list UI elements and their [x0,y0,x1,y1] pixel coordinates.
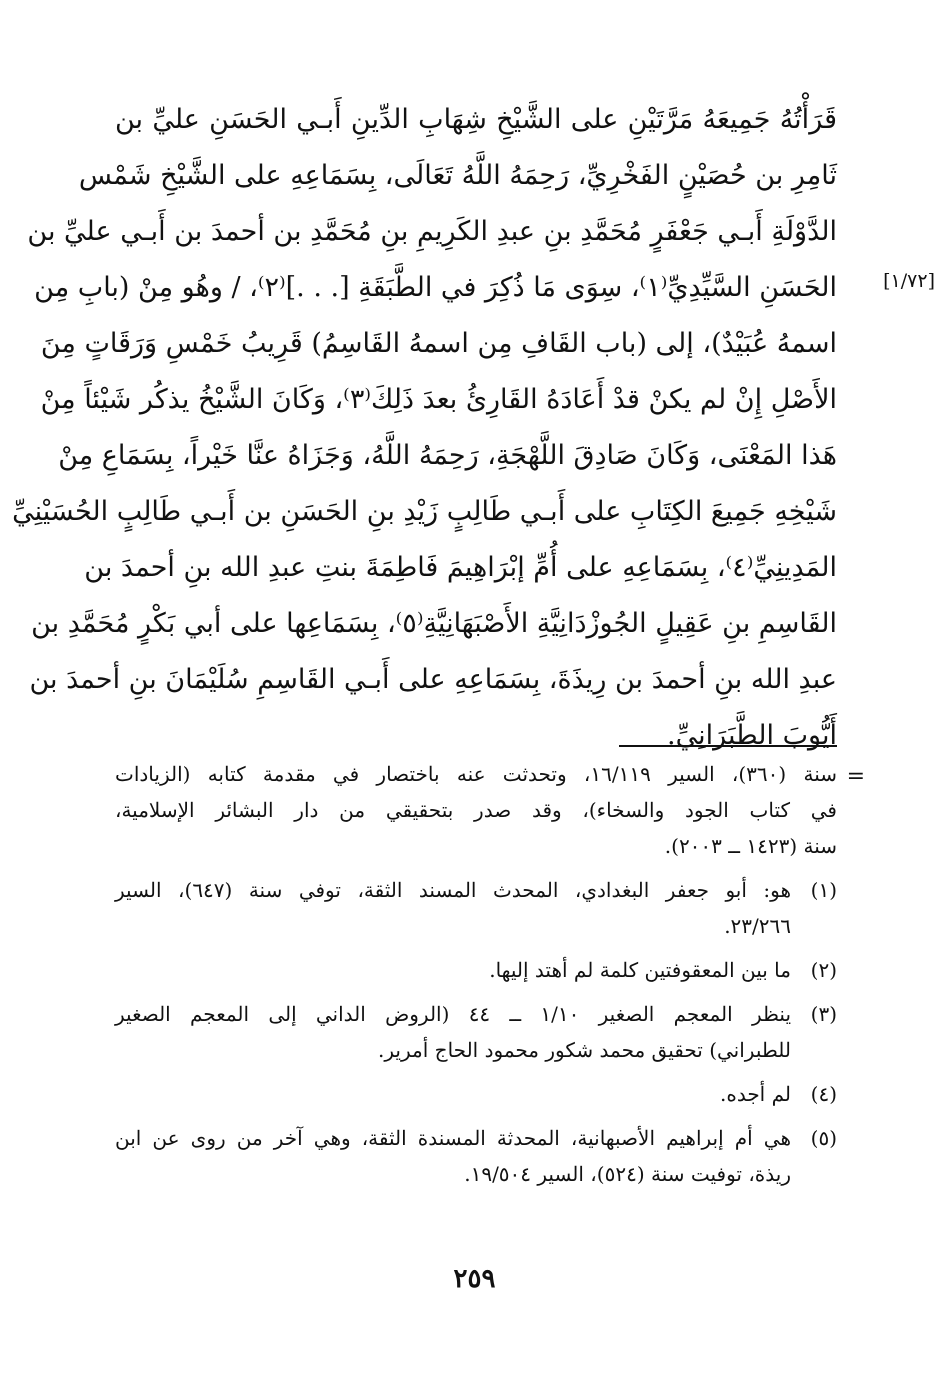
footnotes [115,756,837,1192]
main-text-line: ثَامِرِ بن حُصَيْنٍ الفَخْرِيِّ، رَحِمَهُ اللَّهُ تَعَالَى، بِسَمَاعِهِ على الشَّيْخِ شَمْس [78,160,837,191]
footnote-2 [115,952,837,988]
footnote-5 [115,1120,837,1192]
footnote-line: في كتاب الجود والسخاء)، وقد صدر بتحقيقي من دار البشائر الإسلامية، [115,798,837,822]
page-number: ٢٥٩ [453,1264,496,1294]
footnote-line: سنة (١٤٢٣ ــ ٢٠٠٣). [664,834,837,858]
footnote-line: ينظر المعجم الصغير ١/١٠ ــ ٤٤ (الروض الداني إلى المعجم الصغير [115,1002,792,1026]
main-text-line: القَاسِمِ بنِ عَقِيلٍ الجُوزْدَانِيَّةِ الأَصْبَهَانِيَّةِ⁽٥⁾، بِسَمَاعِها على أبي بَكْرٍ مُحَمَّدِ بن [31,608,837,639]
footnote-line: هي أم إبراهيم الأصبهانية، المحدثة المسندة الثقة، وهي آخر من روى عن ابن [115,1126,791,1150]
footnote-line: ريذة، توفيت سنة (٥٢٤)، السير ١٩/٥٠٤. [464,1162,791,1186]
footnote-4 [115,1076,837,1112]
main-text-line: عبدِ الله بنِ أحمدَ بن رِيذَةَ، بِسَمَاعِهِ على أَبـي القَاسِمِ سُلَيْمَانَ بنِ أحمدَ بن [29,664,837,695]
continued-footnote [115,756,837,864]
main-text-line: المَدِينِيِّ⁽٤⁾، بِسَمَاعِهِ على أُمِّ إبْرَاهِيمَ فَاطِمَةَ بنتِ عبدِ الله بنِ أحمدَ بن [84,552,837,583]
footnote-number: (١) [810,878,837,902]
main-text-line: اسمهُ عُبَيْدٌ)، إلى (باب القَافِ مِن اسمهُ القَاسِمُ) قَرِيبُ خَمْسِ وَرَقَاتٍ مِنَ [40,328,837,359]
main-text-line: الدَّوْلَةِ أَبـي جَعْفَرٍ مُحَمَّدِ بنِ عبدِ الكَرِيمِ بنِ مُحَمَّدِ بن أحمدَ بن أَبـي عليِّ بن [27,216,837,247]
main-text [12,92,837,764]
main-text-line: قَرَأْتُهُ جَمِيعَهُ مَرَّتَيْنِ على الشَّيْخِ شِهَابِ الدِّينِ أَبـي الحَسَنِ عليِّ بن [115,104,837,135]
footnote-line: ما بين المعقوفتين كلمة لم أهتد إليها. [489,958,791,982]
footnote-line: لم أجده. [719,1082,791,1106]
footnote-number: (٢) [810,958,837,982]
footnote-separator [619,745,837,747]
continuation-mark: = [846,764,865,789]
main-text-line: هَذا المَعْنَى، وَكَانَ صَادِقَ اللَّهْجَةِ، رَحِمَهُ اللَّهُ، وَجَزَاهُ عنَّا خَيْراً، بِسَمَاعِ مِنْ [58,440,837,471]
footnote-line: ٢٣/٢٦٦. [724,914,791,938]
footnote-number: (٤) [810,1082,837,1106]
footnote-line: سنة (٣٦٠)، السير ١٦/١١٩، وتحدثت عنه باختصار في مقدمة كتابه (الزيادات [115,762,837,786]
main-text-line: شَيْخِهِ جَمِيعَ الكِتَابِ على أَبـي طَالِبٍ زَيْدِ بنِ الحَسَنِ بن أَبـي طَالِبٍ الحُسَيْنِيِّ [12,496,837,527]
footnote-3 [115,996,837,1068]
main-text-line: الأَصْلِ إِنْ لم يكنْ قدْ أَعَادَهُ القَارِئُ بعدَ ذَلِكَ⁽٣⁾، وَكَانَ الشَّيْخُ يذكُر شَيْئاً مِنْ [40,384,837,415]
footnote-line: هو: أبو جعفر البغدادي، المحدث المسند الثقة، توفي سنة (٦٤٧)، السير [115,878,791,902]
margin-manuscript-reference: [١/٧٢] [883,270,935,292]
main-text-line: أَيُّوبَ الطَّبَرَانِيِّ. [667,720,837,751]
main-text-line: الحَسَنِ السَّيِّدِيِّ⁽١⁾، سِوَى مَا ذُكِرَ في الطَّبَقَةِ [. . .]⁽٢⁾، / وهُو مِنْ (بابِ مِن [34,272,837,303]
footnote-1 [115,872,837,944]
footnote-number: (٥) [810,1126,837,1150]
footnote-line: للطبراني) تحقيق محمد شكور محمود الحاج أمرير. [378,1038,791,1062]
footnote-number: (٣) [810,1002,837,1026]
